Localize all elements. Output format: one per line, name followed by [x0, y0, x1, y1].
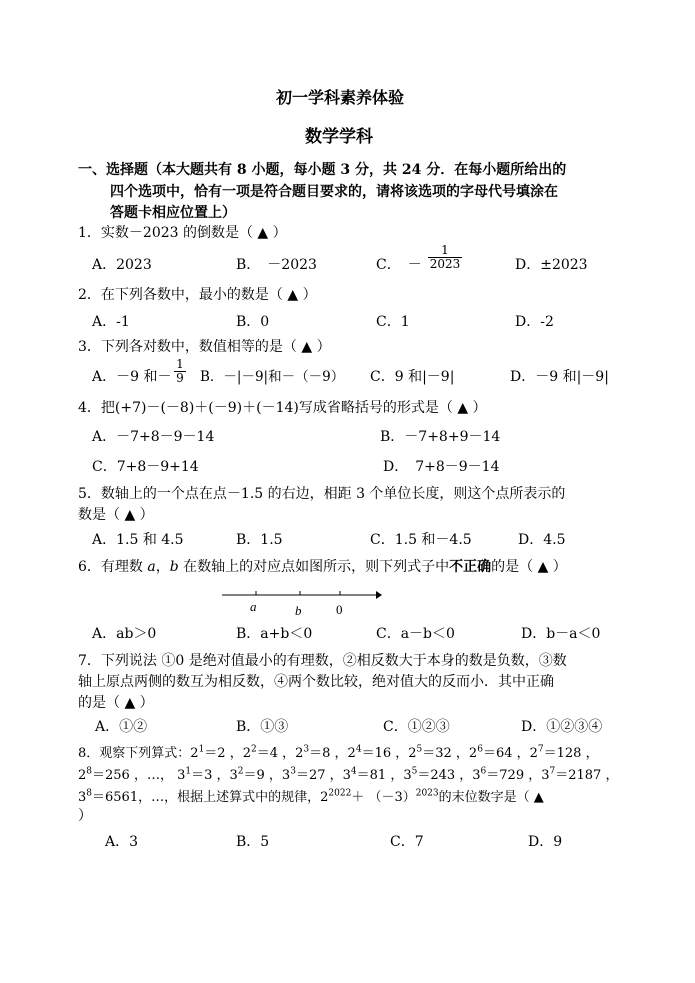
q6-var-a: a [147, 559, 156, 575]
q6-stem-bold: 不正确 [449, 559, 492, 575]
q4-option-b: B．－7+8+9－14 [380, 429, 501, 445]
q6-option-d: D．b－a＜0 [521, 626, 601, 642]
q3-fraction-numerator: 1 [176, 357, 184, 371]
q8-stem-prefix: 8．观察下列算式： [78, 746, 191, 761]
q5-option-d: D．4.5 [518, 532, 566, 548]
q8-stem-line3: $3^8=6561$，…，根据上述算式中的规律，$2^{2022}+ (-3)^{2023}$的末位数字是（ ▲ [78, 788, 544, 805]
q5-stem-line1: 5．数轴上的一个点在点－1.5 的右边，相距 3 个单位长度，则这个点所表示的 [78, 486, 566, 502]
q6-stem-mid: 在数轴上的对应点如图所示，则下列式子中 [178, 559, 450, 575]
q3-stem: 3．下列各对数中，数值相等的是（ ▲ ） [78, 339, 331, 355]
subject-title: 数学学科 [305, 127, 373, 147]
q1-option-b: B． －2023 [236, 257, 317, 273]
q1-option-a: A．2023 [92, 257, 152, 273]
q5-option-c: C．1.5 和－4.5 [370, 532, 472, 548]
q4-option-c: C．7+8－9+14 [92, 459, 199, 475]
label-b: b [295, 603, 302, 617]
q5-option-b: B．1.5 [236, 532, 283, 548]
q2-option-a: A．-1 [92, 314, 130, 330]
label-a: a [250, 599, 257, 614]
section-heading-line1: 一、选择题（本大题共有 8 小题，每小题 3 分，共 24 分．在每小题所给出的 [78, 162, 567, 178]
q6-option-a: A．ab＞0 [92, 626, 157, 642]
q3-option-d: D．－9 和|－9| [510, 369, 609, 385]
q6-stem-post: 的是（ ▲ ） [491, 559, 567, 575]
q7-stem-line2: 轴上原点两侧的数互为相反数，④两个数比较，绝对值大的反而小．其中正确 [78, 674, 554, 690]
q5-option-a: A．1.5 和 4.5 [92, 532, 184, 548]
q3-option-c: C．9 和|－9| [370, 369, 455, 385]
q3-fraction [174, 358, 186, 385]
q4-option-d: D． 7+8－9－14 [383, 459, 500, 475]
number-line-diagram [218, 585, 384, 617]
q6-var-b: b [169, 559, 179, 575]
q1-stem: 1．实数－2023 的倒数是（ ▲ ） [78, 225, 287, 241]
q6-sep: ， [155, 559, 170, 575]
q2-option-d: D．-2 [515, 314, 554, 330]
q6-option-c: C．a－b＜0 [376, 626, 455, 642]
q3-fraction-denominator: 9 [176, 371, 184, 385]
q1-fraction [428, 244, 462, 271]
q8-close: ） [78, 808, 92, 824]
q3-option-b: B．－|－9|和－（－9） [200, 369, 345, 385]
q3-option-a: A．－9 和－ [92, 369, 172, 385]
q5-stem-line2: 数是（ ▲ ） [78, 507, 154, 523]
page-title: 初一学科素养体验 [276, 88, 405, 107]
q8-tail: 的末位数字是（ ▲ [438, 790, 544, 805]
q4-stem: 4．把(+7)－(－8)＋(－9)＋(－14)写成省略括号的形式是（ ▲ ） [78, 400, 487, 416]
q6-stem [78, 558, 567, 576]
q8-line3-suffix: ，…，根据上述算式中的规律， [138, 790, 321, 805]
label-zero: 0 [336, 602, 343, 617]
section-heading-line3: 答题卡相应位置上） [110, 205, 236, 221]
q7-option-b: B．①③ [236, 719, 289, 735]
q7-option-d: D．①②③④ [521, 719, 603, 735]
q8-option-b: B．5 [236, 834, 270, 850]
number-line-arrow [376, 591, 382, 599]
q8-option-c: C．7 [390, 834, 424, 850]
q2-stem: 2．在下列各数中，最小的数是（ ▲ ） [78, 287, 317, 303]
q1-fraction-denominator: 2023 [429, 257, 461, 271]
q7-stem-line3: 的是（ ▲ ） [78, 695, 154, 711]
q6-stem-pre: 6．有理数 [78, 559, 148, 575]
q8-stem-line2: $2^8=256$ ，…， $3^1=3$ ，$3^2=9$ ，$3^3=27$ ，$3^4=81$ ，$3^5=243$ ，$3^6=729$ ，$3^7=2187$ ， [78, 766, 619, 783]
q8-option-d: D．9 [528, 834, 563, 850]
q7-stem-line1: 7．下列说法 ①0 是绝对值最小的有理数，②相反数大于本身的数是负数，③数 [78, 653, 567, 669]
q1-option-d: D．±2023 [515, 257, 588, 273]
q1-option-c: C． － [376, 257, 422, 273]
q2-option-b: B．0 [236, 314, 270, 330]
q4-option-a: A．－7+8－9－14 [92, 429, 215, 445]
q7-option-a: A．①② [95, 719, 148, 735]
section-heading-line2: 四个选项中，恰有一项是符合题目要求的，请将该选项的字母代号填涂在 [110, 184, 558, 200]
q7-option-c: C．①②③ [383, 719, 450, 735]
q1-fraction-numerator: 1 [441, 243, 449, 257]
q2-option-c: C．1 [376, 314, 410, 330]
q8-stem-line1: 8．观察下列算式：$2^1=2$ ，$2^2=4$ ，$2^3=8$ ，$2^4=16$ ，$2^5=32$ ，$2^6=64$ ，$2^7=128$ ， [78, 744, 599, 761]
q6-option-b: B．a+b＜0 [236, 626, 313, 642]
q8-option-a: A．3 [105, 834, 139, 850]
